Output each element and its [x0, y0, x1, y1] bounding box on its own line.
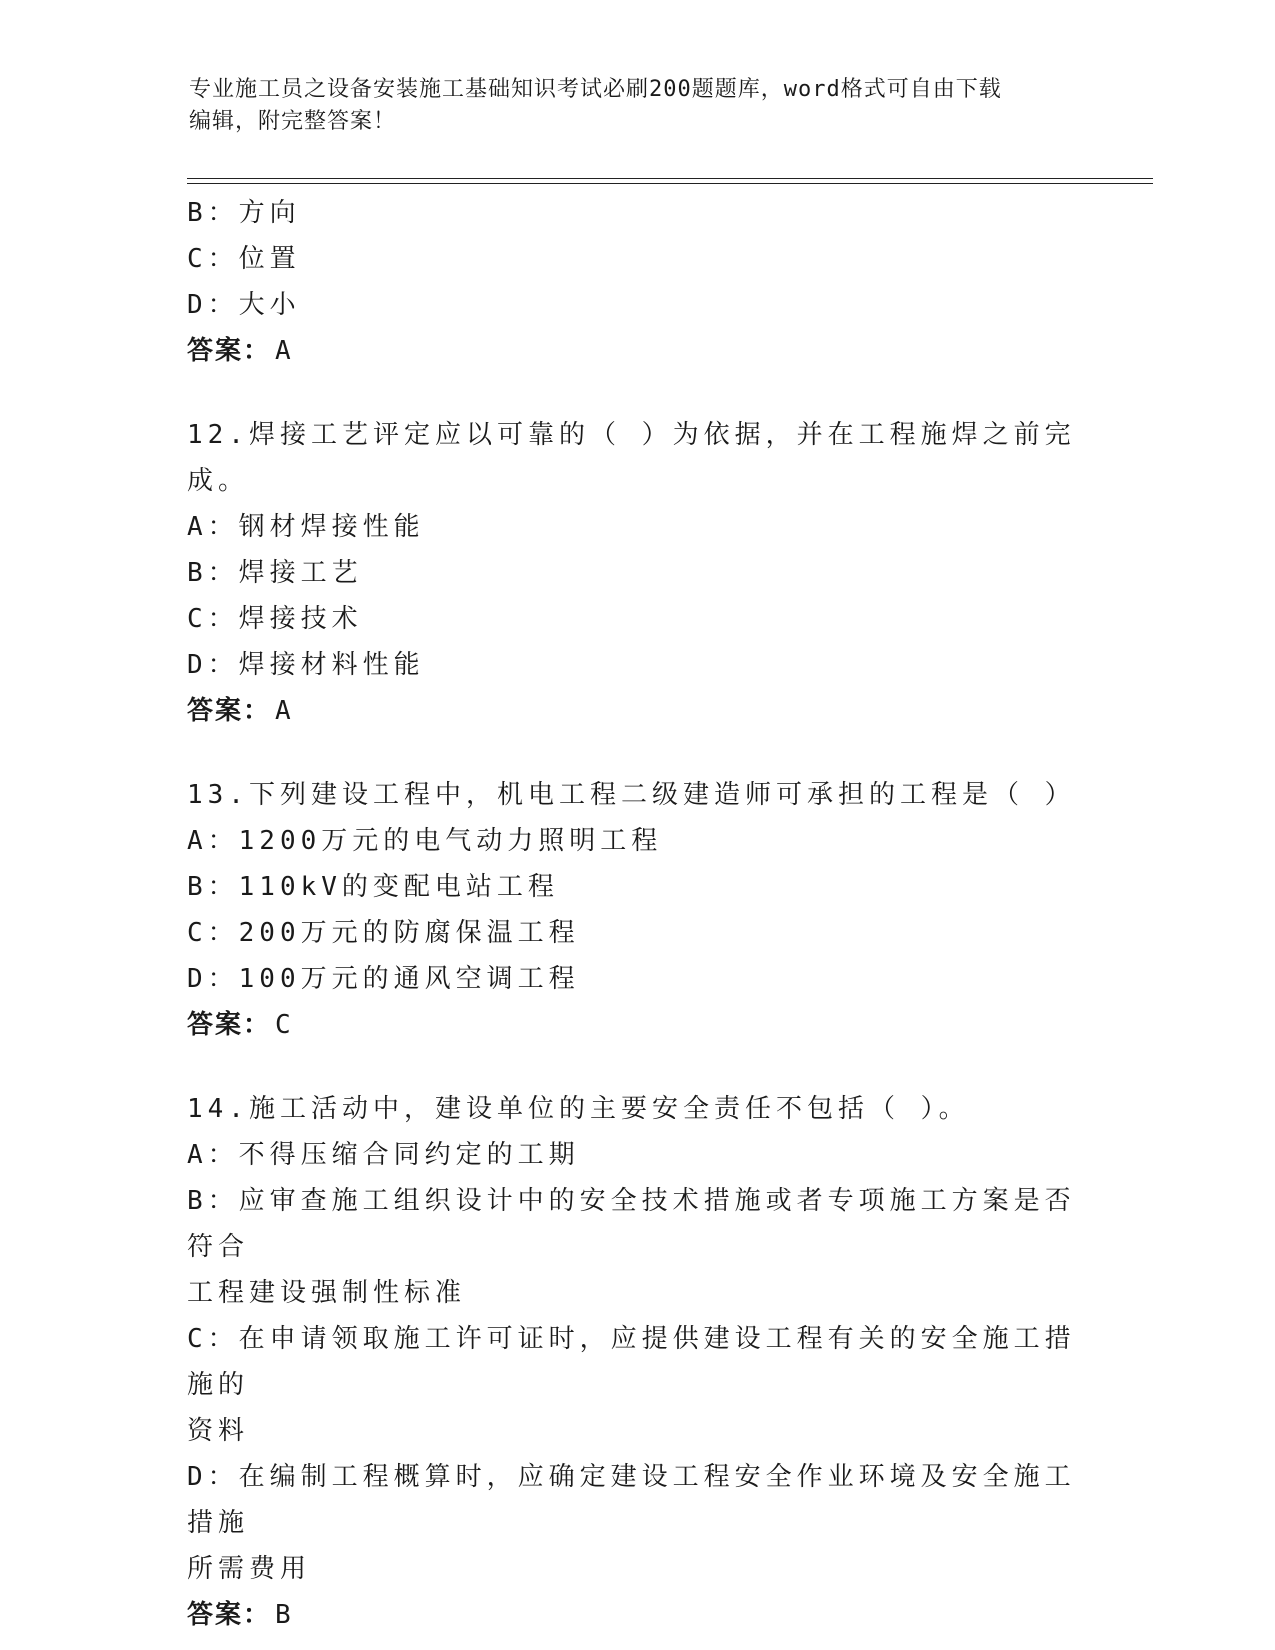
- option-d-line-1: D：在编制工程概算时，应确定建设工程安全作业环境及安全施工措施: [187, 1462, 1076, 1538]
- option-d: D：大小: [187, 290, 301, 320]
- option-c: C：200万元的防腐保温工程: [187, 918, 580, 948]
- answer-label: 答案：: [187, 696, 272, 726]
- option-a: A：钢材焊接性能: [187, 512, 425, 542]
- option-d: D：焊接材料性能: [187, 650, 425, 680]
- question-14: [187, 1086, 1077, 1638]
- spacer: [187, 374, 1077, 412]
- option-d-line-2: 所需费用: [187, 1554, 312, 1584]
- option-b-line-2: 工程建设强制性标准: [187, 1278, 467, 1308]
- spacer: [187, 1048, 1077, 1086]
- option-b: B：方向: [187, 198, 301, 228]
- answer-label: 答案：: [187, 336, 272, 366]
- option-a: A：1200万元的电气动力照明工程: [187, 826, 663, 856]
- answer: [187, 328, 1077, 374]
- header-title-line-2: 编辑，附完整答案！: [189, 109, 397, 134]
- answer-value: A: [275, 336, 293, 366]
- option-c: C：位置: [187, 244, 301, 274]
- question-stem: 12.焊接工艺评定应以可靠的（ ）为依据，并在工程施焊之前完成。: [187, 420, 1076, 496]
- question-13: [187, 772, 1077, 1048]
- answer-label: 答案：: [187, 1600, 272, 1630]
- header-rule-bottom: [187, 183, 1153, 184]
- header-rule-top: [187, 178, 1153, 179]
- option-c-line-2: 资料: [187, 1416, 250, 1446]
- question-list: [187, 190, 1077, 1638]
- answer-label: 答案：: [187, 1010, 272, 1040]
- answer-value: C: [275, 1010, 293, 1040]
- document-header: [189, 74, 1069, 138]
- spacer: [187, 734, 1077, 772]
- option-a: A：不得压缩合同约定的工期: [187, 1140, 580, 1170]
- option-d: D：100万元的通风空调工程: [187, 964, 580, 994]
- option-c-line-1: C：在申请领取施工许可证时，应提供建设工程有关的安全施工措施的: [187, 1324, 1076, 1400]
- option-c: C：焊接技术: [187, 604, 363, 634]
- question-11-tail: [187, 190, 1077, 374]
- option-b-line-1: B：应审查施工组织设计中的安全技术措施或者专项施工方案是否符合: [187, 1186, 1076, 1262]
- question-stem: 13.下列建设工程中，机电工程二级建造师可承担的工程是（ ）: [187, 780, 1076, 810]
- answer: [187, 1002, 1077, 1048]
- answer: [187, 688, 1077, 734]
- option-b: B：110kV的变配电站工程: [187, 872, 559, 902]
- option-b: B：焊接工艺: [187, 558, 363, 588]
- answer-value: A: [275, 696, 293, 726]
- answer-value: B: [275, 1600, 293, 1630]
- question-12: [187, 412, 1077, 734]
- answer: [187, 1592, 1077, 1638]
- header-title-line-1: 专业施工员之设备安装施工基础知识考试必刷200题题库，word格式可自由下载: [189, 77, 1002, 102]
- question-stem: 14.施工活动中，建设单位的主要安全责任不包括（ ）。: [187, 1094, 970, 1124]
